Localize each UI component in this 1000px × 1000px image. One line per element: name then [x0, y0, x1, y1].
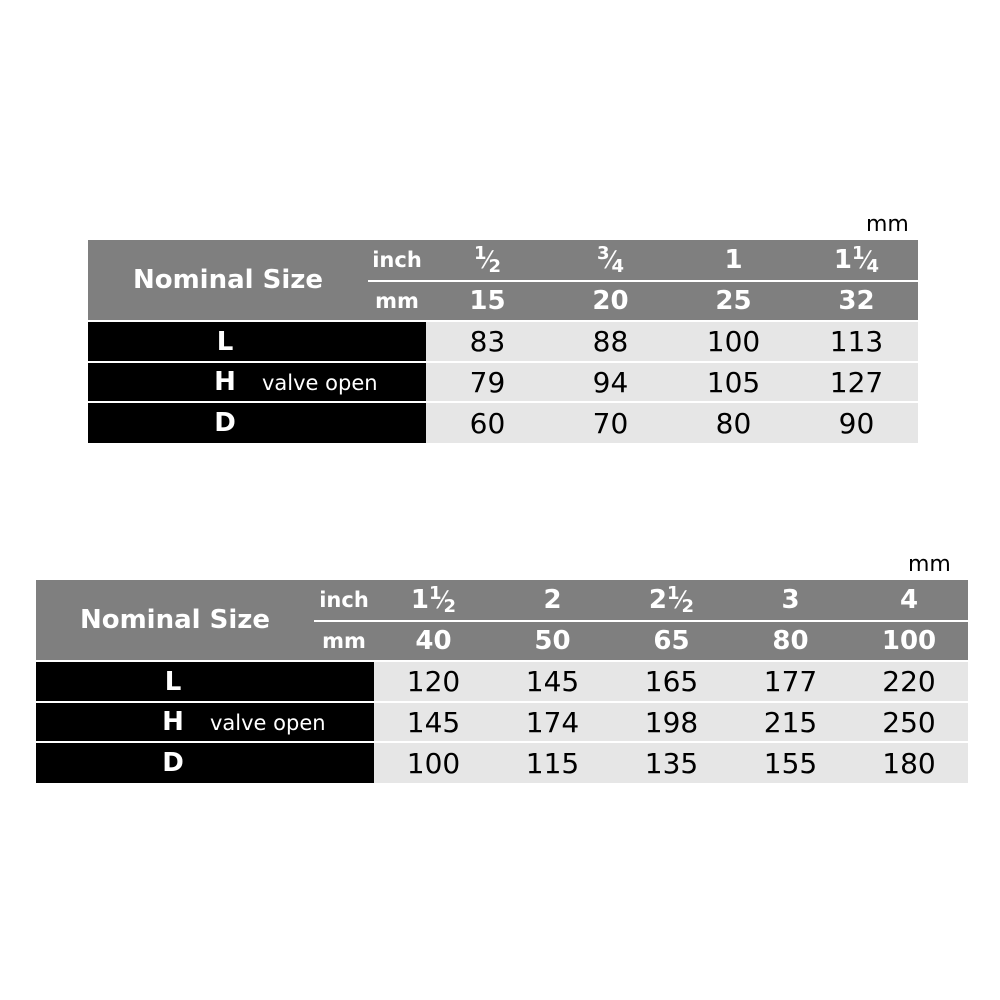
row-label-l: L [88, 321, 426, 362]
table-cell: 135 [612, 742, 731, 783]
table-cell: 145 [493, 661, 612, 702]
mm-size: 20 [549, 281, 672, 321]
mm-size: 65 [612, 621, 731, 661]
table-row-l [88, 321, 918, 362]
table-cell: 90 [795, 402, 918, 443]
row-label-l: L [36, 661, 374, 702]
mm-size: 100 [850, 621, 968, 661]
table-row-h [88, 362, 918, 402]
nominal-size-title: Nominal Size [88, 240, 368, 321]
table-cell: 145 [374, 702, 493, 742]
row-label-h: H valve open [36, 702, 374, 742]
inch-size: 1⁄2 [426, 240, 549, 281]
table-cell: 198 [612, 702, 731, 742]
table-cell: 220 [850, 661, 968, 702]
table-cell: 60 [426, 402, 549, 443]
row-label-d: D [36, 742, 374, 783]
table-cell: 177 [731, 661, 850, 702]
inch-size: 1 [672, 240, 795, 281]
inch-size: 3⁄4 [549, 240, 672, 281]
inch-size: 21⁄2 [612, 580, 731, 621]
dimension-table-large [36, 580, 968, 783]
table-cell: 94 [549, 362, 672, 402]
inch-label: inch [368, 240, 426, 281]
unit-label: mm [866, 212, 909, 237]
table-cell: 100 [374, 742, 493, 783]
mm-label: mm [314, 621, 374, 661]
table-cell: 88 [549, 321, 672, 362]
mm-size: 32 [795, 281, 918, 321]
inch-size: 3 [731, 580, 850, 621]
inch-size: 2 [493, 580, 612, 621]
table-cell: 165 [612, 661, 731, 702]
table-cell: 120 [374, 661, 493, 702]
table-cell: 250 [850, 702, 968, 742]
mm-size: 25 [672, 281, 795, 321]
inch-size: 4 [850, 580, 968, 621]
mm-size: 15 [426, 281, 549, 321]
nominal-size-title: Nominal Size [36, 580, 314, 661]
table-cell: 215 [731, 702, 850, 742]
table-row-h [36, 702, 968, 742]
inch-size: 11⁄4 [795, 240, 918, 281]
table-cell: 100 [672, 321, 795, 362]
table-cell: 127 [795, 362, 918, 402]
table-cell: 115 [493, 742, 612, 783]
inch-label: inch [314, 580, 374, 621]
inch-size: 11⁄2 [374, 580, 493, 621]
unit-label: mm [908, 552, 951, 577]
row-label-h: H valve open [88, 362, 426, 402]
row-note: valve open [262, 371, 378, 395]
table-cell: 113 [795, 321, 918, 362]
table-cell: 79 [426, 362, 549, 402]
table-cell: 70 [549, 402, 672, 443]
row-label-d: D [88, 402, 426, 443]
header-inch-row [88, 240, 918, 281]
table-cell: 174 [493, 702, 612, 742]
mm-label: mm [368, 281, 426, 321]
row-note: valve open [210, 711, 326, 735]
table-cell: 83 [426, 321, 549, 362]
header-inch-row [36, 580, 968, 621]
mm-size: 50 [493, 621, 612, 661]
table-cell: 155 [731, 742, 850, 783]
table-row-d [88, 402, 918, 443]
table-cell: 80 [672, 402, 795, 443]
mm-size: 40 [374, 621, 493, 661]
table-row-d [36, 742, 968, 783]
table-cell: 105 [672, 362, 795, 402]
table-cell: 180 [850, 742, 968, 783]
table-row-l [36, 661, 968, 702]
dimension-table-small [88, 240, 918, 443]
mm-size: 80 [731, 621, 850, 661]
